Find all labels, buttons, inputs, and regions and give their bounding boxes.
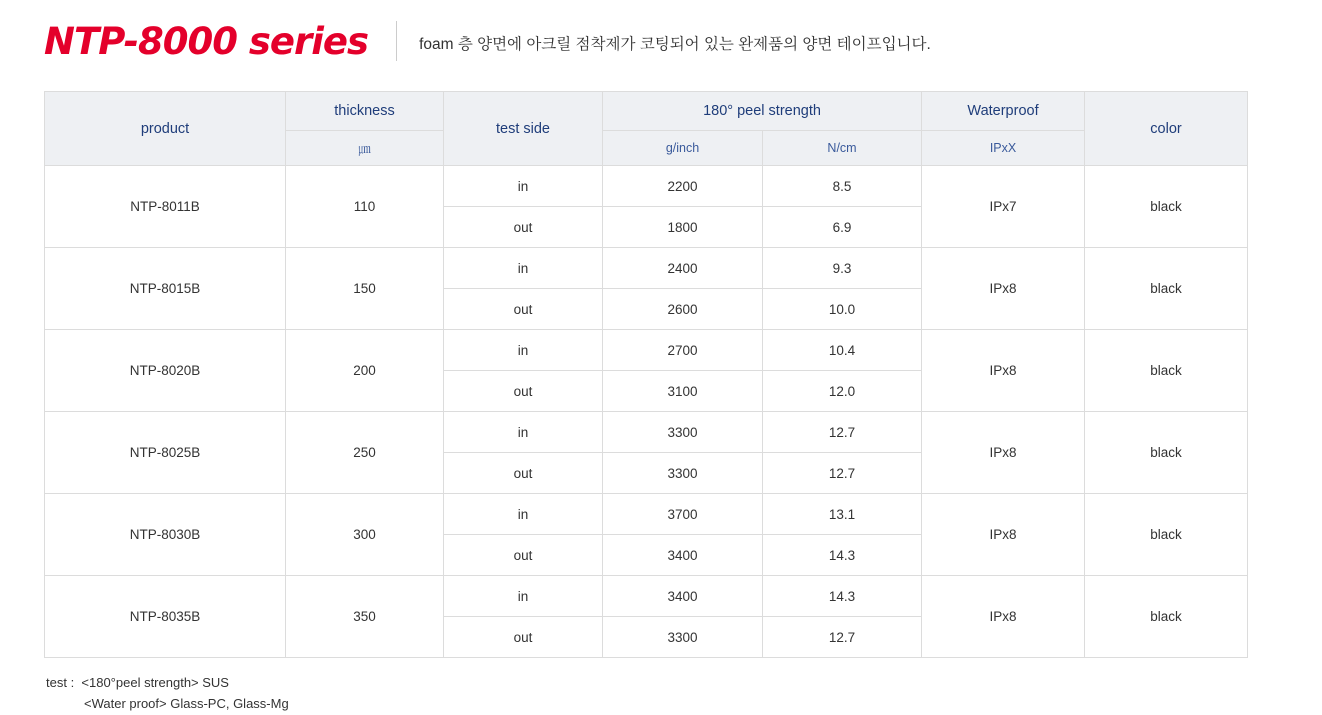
cell-thickness: 110 (286, 166, 444, 248)
cell-thickness: 250 (286, 412, 444, 494)
cell-test-side: in (444, 576, 603, 617)
col-header-thickness: thickness (286, 92, 444, 131)
cell-peel-ginch: 3400 (603, 535, 763, 576)
table-row (45, 576, 1248, 617)
col-header-product: product (45, 92, 286, 166)
cell-product: NTP-8025B (45, 412, 286, 494)
cell-test-side: out (444, 207, 603, 248)
footnotes (0, 658, 1322, 715)
cell-peel-ginch: 2600 (603, 289, 763, 330)
col-header-peel-ginch: g/inch (603, 131, 763, 166)
cell-peel-ncm: 12.7 (763, 412, 922, 453)
col-header-color: color (1085, 92, 1248, 166)
cell-test-side: in (444, 494, 603, 535)
footnote-water-proof: <Water proof> Glass-PC, Glass-Mg (84, 696, 289, 712)
cell-waterproof: IPx8 (922, 576, 1085, 658)
cell-color: black (1085, 330, 1248, 412)
cell-test-side: out (444, 535, 603, 576)
table-header-row-1 (45, 92, 1248, 131)
cell-product: NTP-8030B (45, 494, 286, 576)
col-header-waterproof: Waterproof (922, 92, 1085, 131)
cell-peel-ncm: 6.9 (763, 207, 922, 248)
page-title: NTP-8000 series (44, 19, 369, 63)
cell-peel-ncm: 8.5 (763, 166, 922, 207)
cell-waterproof: IPx8 (922, 412, 1085, 494)
cell-waterproof: IPx8 (922, 494, 1085, 576)
table-body (45, 166, 1248, 658)
cell-peel-ncm: 14.3 (763, 576, 922, 617)
col-header-waterproof-unit: IPxX (922, 131, 1085, 166)
cell-waterproof: IPx7 (922, 166, 1085, 248)
cell-peel-ncm: 12.7 (763, 617, 922, 658)
cell-color: black (1085, 248, 1248, 330)
cell-test-side: out (444, 289, 603, 330)
cell-thickness: 200 (286, 330, 444, 412)
footnote-peel-strength: test : <180°peel strength> SUS (46, 675, 229, 690)
cell-test-side: in (444, 248, 603, 289)
cell-color: black (1085, 576, 1248, 658)
spec-table (44, 91, 1248, 658)
cell-product: NTP-8020B (45, 330, 286, 412)
col-header-peel-strength: 180° peel strength (603, 92, 922, 131)
cell-thickness: 300 (286, 494, 444, 576)
cell-waterproof: IPx8 (922, 248, 1085, 330)
cell-peel-ginch: 3300 (603, 453, 763, 494)
cell-test-side: out (444, 371, 603, 412)
page-header (0, 0, 1322, 62)
cell-peel-ginch: 3300 (603, 412, 763, 453)
spec-table-wrapper (0, 62, 1322, 658)
cell-peel-ncm: 9.3 (763, 248, 922, 289)
cell-peel-ncm: 12.7 (763, 453, 922, 494)
table-row (45, 330, 1248, 371)
cell-color: black (1085, 166, 1248, 248)
cell-peel-ncm: 13.1 (763, 494, 922, 535)
cell-peel-ncm: 14.3 (763, 535, 922, 576)
cell-test-side: in (444, 330, 603, 371)
cell-peel-ginch: 3700 (603, 494, 763, 535)
title-divider (396, 21, 397, 61)
cell-product: NTP-8011B (45, 166, 286, 248)
cell-peel-ncm: 10.4 (763, 330, 922, 371)
cell-product: NTP-8035B (45, 576, 286, 658)
table-row (45, 412, 1248, 453)
cell-thickness: 350 (286, 576, 444, 658)
cell-peel-ncm: 12.0 (763, 371, 922, 412)
cell-peel-ginch: 3400 (603, 576, 763, 617)
cell-peel-ncm: 10.0 (763, 289, 922, 330)
cell-product: NTP-8015B (45, 248, 286, 330)
cell-peel-ginch: 3100 (603, 371, 763, 412)
table-head (45, 92, 1248, 166)
cell-color: black (1085, 412, 1248, 494)
cell-peel-ginch: 2400 (603, 248, 763, 289)
series-description: foam 층 양면에 아크릴 점착제가 코팅되어 있는 완제품의 양면 테이프입니다. (419, 36, 931, 53)
cell-peel-ginch: 1800 (603, 207, 763, 248)
cell-thickness: 150 (286, 248, 444, 330)
cell-waterproof: IPx8 (922, 330, 1085, 412)
col-header-test-side: test side (444, 92, 603, 166)
table-row (45, 166, 1248, 207)
cell-color: black (1085, 494, 1248, 576)
table-row (45, 248, 1248, 289)
cell-test-side: in (444, 166, 603, 207)
col-header-thickness-unit: ㎛ (286, 131, 444, 166)
table-row (45, 494, 1248, 535)
cell-test-side: out (444, 617, 603, 658)
cell-test-side: in (444, 412, 603, 453)
cell-peel-ginch: 2700 (603, 330, 763, 371)
cell-peel-ginch: 3300 (603, 617, 763, 658)
cell-peel-ginch: 2200 (603, 166, 763, 207)
col-header-peel-ncm: N/cm (763, 131, 922, 166)
cell-test-side: out (444, 453, 603, 494)
